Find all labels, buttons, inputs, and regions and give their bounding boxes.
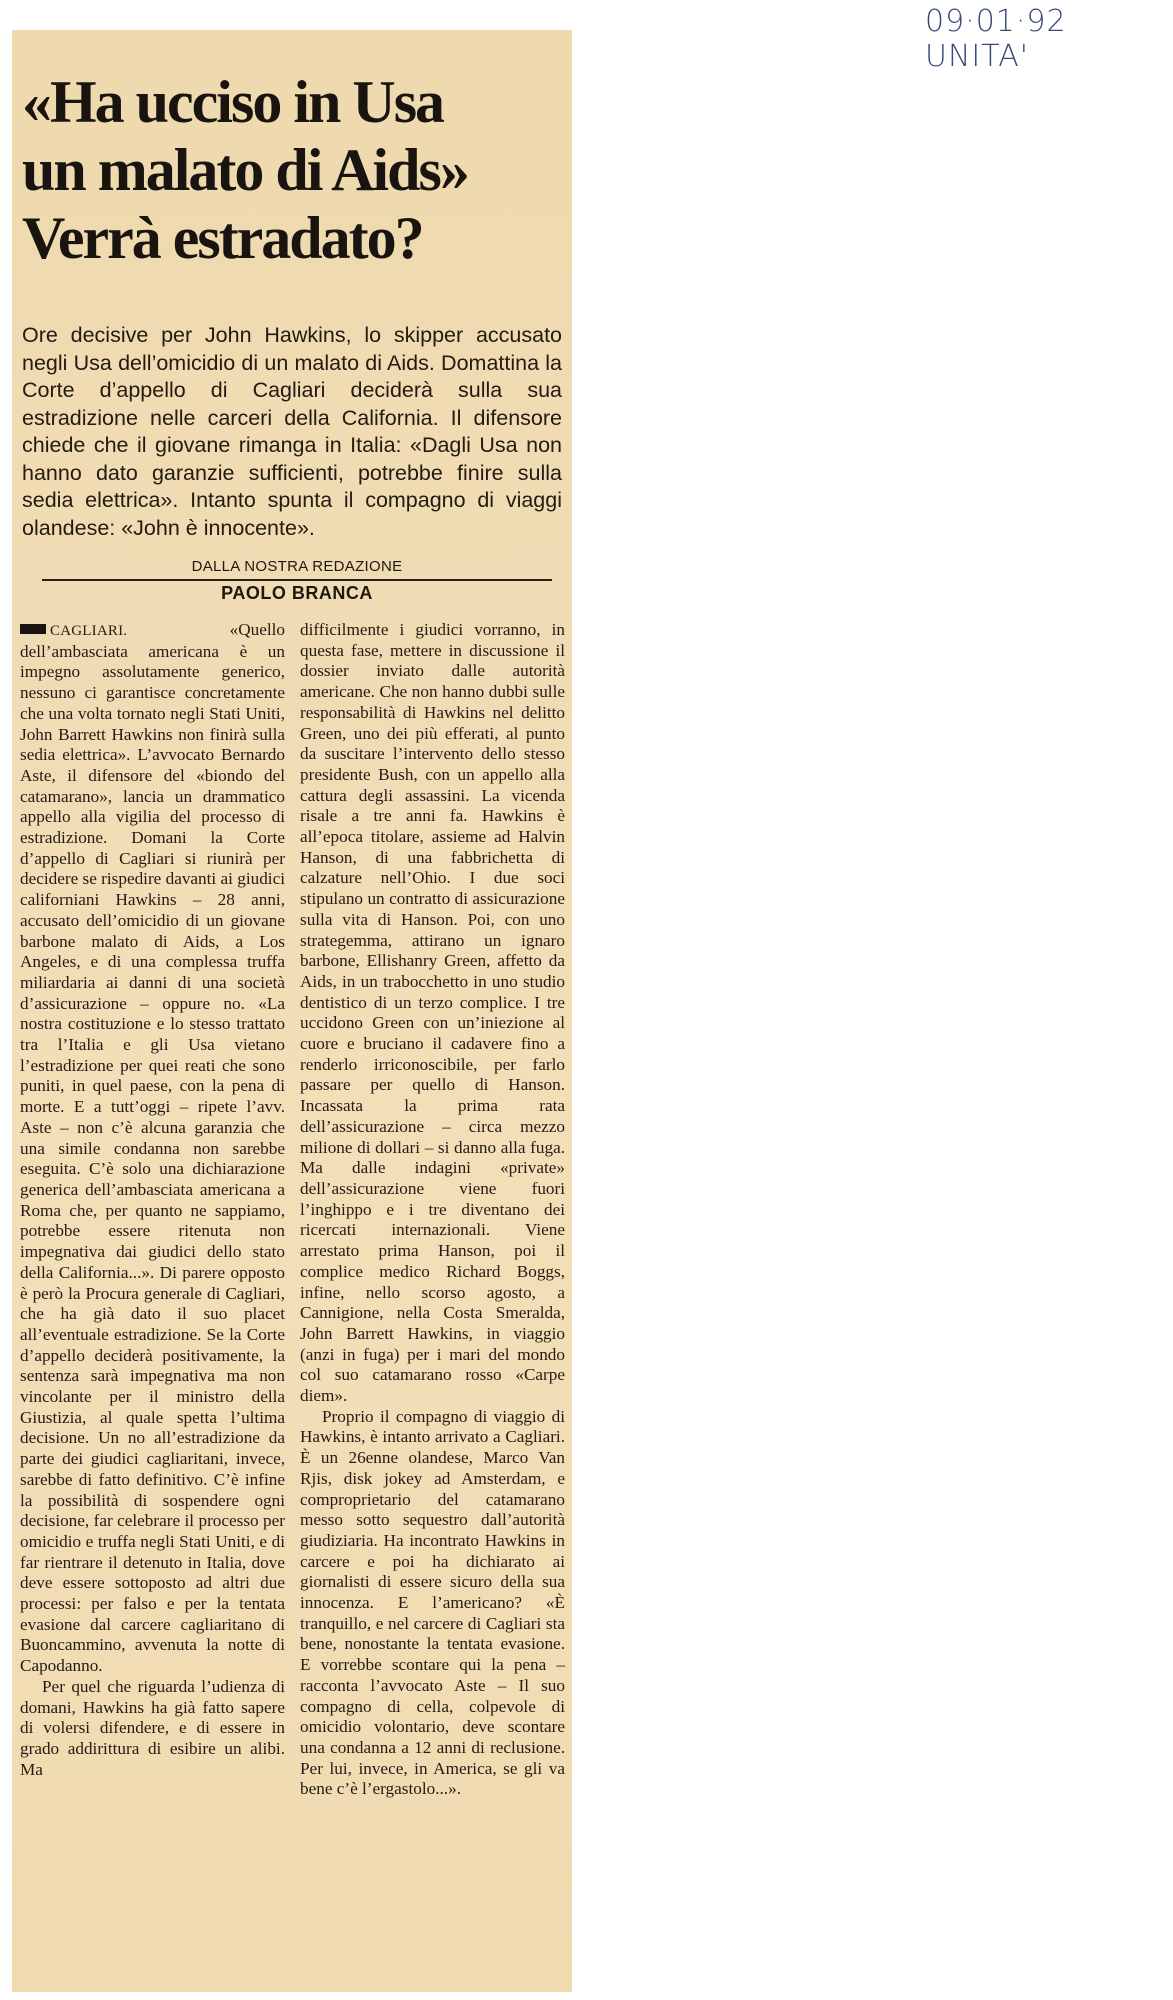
dateline-bullet-icon: [20, 624, 46, 634]
byline: [42, 558, 552, 604]
column-1-paragraph-1: [20, 620, 285, 1677]
dateline: CAGLIARI.: [50, 623, 128, 639]
byline-author: PAOLO BRANCA: [221, 583, 373, 603]
newspaper-clipping: [12, 30, 572, 1992]
article-column-2: [300, 620, 565, 1800]
headline-line-1: «Ha ucciso in Usa: [22, 69, 444, 135]
headline: [22, 68, 562, 272]
article-column-1: [20, 620, 285, 1800]
handwritten-date-annotation: 09·01·92 UNITA': [925, 4, 1067, 74]
column-2-paragraph-1: difficilmente i giudici vorranno, in questa fase, mettere in discussione il dossier inviato dalle autorità americane. Che non hanno dubbi sulle responsabilità di Hawkins nel delitto Green, uno dei più efferati, al punto da suscitare l’intervento dello stesso presidente Bush, con un appello alla cattura degli assassini. La vicenda risale a tre anni fa. Hawkins è all’epoca titolare, assieme ad Halvin Hanson, di una fabbrichetta di calzature nell’Ohio. I due soci stipulano un contratto di assicurazione sulla vita di Hanson. Poi, con uno strategemma, attirano un ignaro barbone, Ellishanry Green, affetto da Aids, in un trabocchetto in uno studio dentistico di un terzo complice. I tre uccidono Green con un’iniezione al cuore e bruciano il cadavere fino a renderlo irriconoscibile, per farlo passare per quello di Hanson. Incassata la prima rata dell’assicurazione – circa mezzo milione di dollari – si danno alla fuga. Ma dalle indagini «private» dell’assicurazione viene fuori l’inghippo e i tre diventano dei ricercati internazionali. Viene arrestato prima Hanson, poi il complice medico Richard Boggs, infine, nello scorso agosto, a Cannigione, nella Costa Smeralda, John Barrett Hawkins, in viaggio (anzi in fuga) per i mari del mondo col suo catamarano rosso «Carpe diem».: [300, 620, 565, 1406]
column-1-paragraph-2: Per quel che riguarda l’udienza di domani, Hawkins ha già fatto sapere di volersi difendere, e di essere in grado addirittura di esibire un alibi. Ma: [20, 1676, 285, 1779]
byline-department: DALLA NOSTRA REDAZIONE: [42, 558, 552, 581]
article-summary: Ore decisive per John Hawkins, lo skipper accusato negli Usa dell’omicidio di un malato di Aids. Domattina la Corte d’appello di Cagliari deciderà sulla sua estradizione nelle carceri della California. Il difensore chiede che il giovane rimanga in Italia: «Dagli Usa non hanno dato garanzie sufficienti, potrebbe finire sulla sedia elettrica». Intanto spunta il compagno di viaggi olandese: «John è innocente».: [22, 323, 562, 540]
article-body: [20, 620, 565, 1800]
headline-line-3: Verrà estradato?: [22, 205, 423, 271]
headline-line-2: un malato di Aids»: [22, 137, 468, 203]
column-2-paragraph-2: Proprio il compagno di viaggio di Hawkins, è intanto arrivato a Cagliari. È un 26enne olandese, Marco Van Rjis, disk jokey ad Amsterdam, e comproprietario del catamarano messo sotto sequestro dall’autorità giudiziaria. Ha incontrato Hawkins in carcere e poi ha dichiarato ai giornalisti di essere sicuro della sua innocenza. E l’americano? «È tranquillo, e nel carcere di Cagliari sta bene, nonostante la tentata evasione. E vorrebbe scontare qui la pena – racconta l’avvocato Aste – Il suo compagno di cella, colpevole di omicidio volontario, deve scontare una condanna a 12 anni di reclusione. Per lui, invece, in America, se gli va bene c’è l’ergastolo...».: [300, 1406, 565, 1799]
column-1-paragraph-1-text: «Quello dell’ambasciata americana è un impegno assolutamente generico, nessuno ci garantisce concretamente che una volta tornato negli Stati Uniti, John Barrett Hawkins non finirà sulla sedia elettrica». L’avvocato Bernardo Aste, il difensore del «biondo del catamarano», lancia un drammatico appello alla vigilia del processo di estradizione. Domani la Corte d’appello di Cagliari si riunirà per decidere se rispedire davanti ai giudici californiani Hawkins – 28 anni, accusato dell’omicidio di un giovane barbone malato di Aids, a Los Angeles, e di una complessa truffa miliardaria ai danni di una società d’assicurazione – oppure no. «La nostra costituzione e lo stesso trattato tra l’Italia e gli Usa vietano l’estradizione per quei reati che sono puniti, in quel paese, con la pena di morte. E a tutt’oggi – ripete l’avv. Aste – non c’è alcuna garanzia che una simile condanna non sarebbe eseguita. C’è solo una dichiarazione generica dell’ambasciata americana a Roma che, per quanto ne sappiamo, potrebbe essere ritenuta non impegnativa dai giudici dello stato della California...». Di parere opposto è però la Procura generale di Cagliari, che ha già dato il suo placet all’eventuale estradizione. Se la Corte d’appello deciderà positivamente, la sentenza sarà impegnativa ma non vincolante per il ministro della Giustizia, al quale spetta l’ultima decisione. Un no all’estradizione da parte dei giudici cagliaritani, invece, sarebbe di fatto definitivo. C’è infine la possibilità di sospendere ogni decisione, far celebrare il processo per omicidio e truffa negli Stati Uniti, e di far rientrare il detenuto in Italia, dove deve essere sottoposto ad altri due processi: per falso e per la tentata evasione dal carcere cagliaritano di Buoncammino, avvenuta la notte di Capodanno.: [20, 620, 285, 1676]
